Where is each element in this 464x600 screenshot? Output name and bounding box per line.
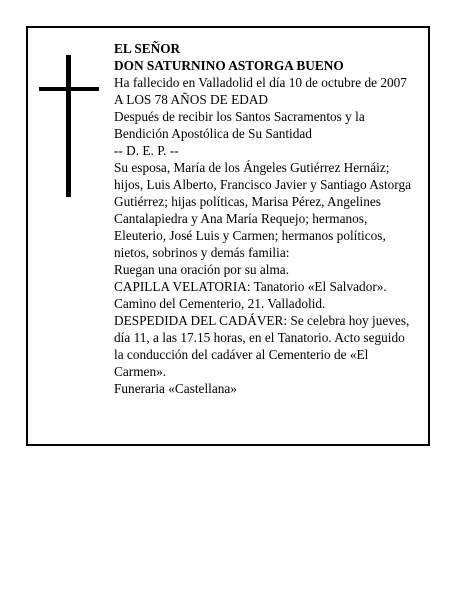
- funeral-home: Funeraria «Castellana»: [114, 381, 237, 396]
- obituary-notice: [26, 26, 430, 446]
- sacraments-line: Bendición Apostólica de Su Santidad: [114, 126, 312, 141]
- family-line: Eleuterio, José Luis y Carmen; hermanos políticos,: [114, 228, 386, 243]
- death-info: Ha fallecido en Valladolid el día 10 de octubre de 2007: [114, 75, 407, 90]
- deceased-name: DON SATURNINO ASTORGA BUENO: [114, 58, 344, 73]
- farewell-line: día 11, a las 17.15 horas, en el Tanatorio. Acto seguido: [114, 330, 405, 345]
- chapel-line: Camino del Cementerio, 21. Valladolid.: [114, 296, 326, 311]
- chapel-line: CAPILLA VELATORIA: Tanatorio «El Salvador».: [114, 279, 387, 294]
- sacraments-line: Después de recibir los Santos Sacramentos y la: [114, 109, 365, 124]
- farewell-line: la conducción del cadáver al Cementerio de «El: [114, 347, 369, 362]
- family-line: Gutiérrez; hijas políticas, Marisa Pérez, Angelines: [114, 194, 381, 209]
- rip-line: -- D. E. P. --: [114, 143, 179, 158]
- latin-cross-icon: [39, 55, 99, 197]
- farewell-line: Carmen».: [114, 364, 167, 379]
- header-title: EL SEÑOR: [114, 41, 181, 56]
- family-line: Su esposa, María de los Ángeles Gutiérrez Hernáiz;: [114, 160, 390, 175]
- family-line: nietos, sobrinos y demás familia:: [114, 245, 290, 260]
- family-line: Cantalapiedra y Ana María Requejo; hermanos,: [114, 211, 368, 226]
- cross-horizontal-bar: [39, 87, 99, 91]
- age-info: A LOS 78 AÑOS DE EDAD: [114, 92, 269, 107]
- prayer-request: Ruegan una oración por su alma.: [114, 262, 290, 277]
- farewell-line: DESPEDIDA DEL CADÁVER: Se celebra hoy jueves,: [114, 313, 410, 328]
- cross-vertical-bar: [66, 55, 71, 197]
- family-line: hijos, Luis Alberto, Francisco Javier y Santiago Astorga: [114, 177, 412, 192]
- notice-text: [114, 40, 426, 397]
